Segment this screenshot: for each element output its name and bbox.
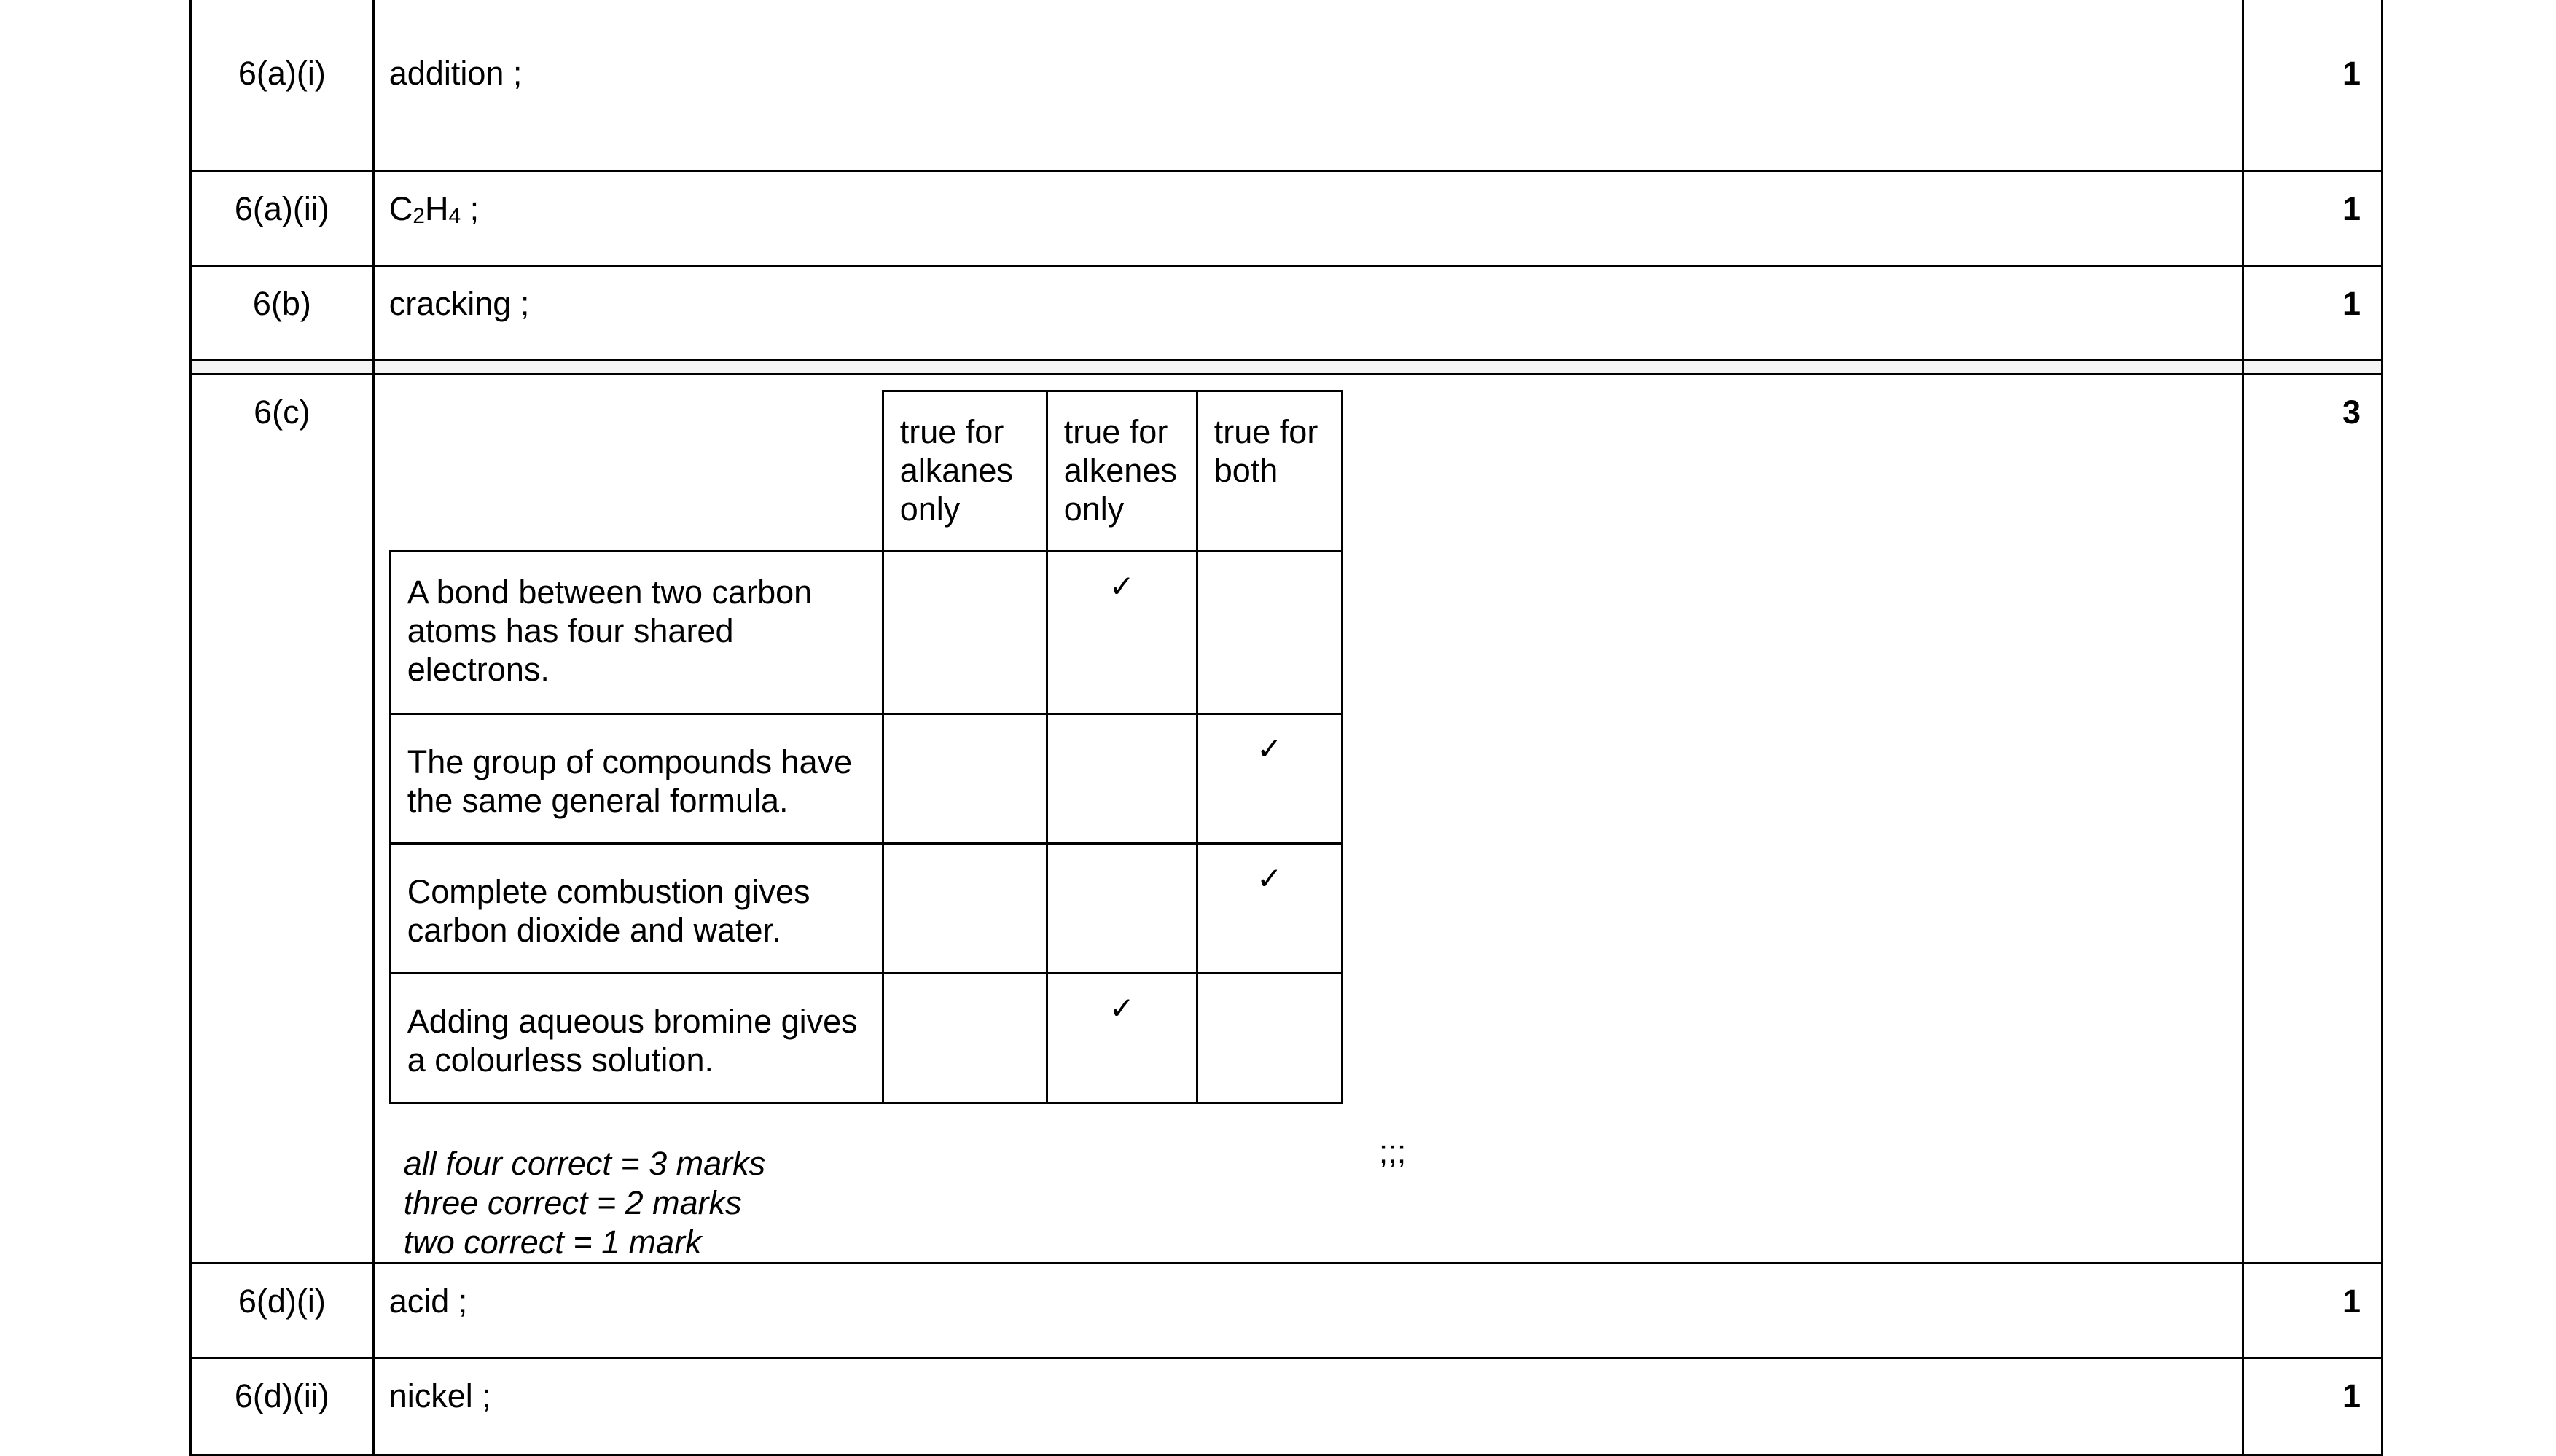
- blank-corner: [390, 391, 883, 552]
- tick-cell: [1047, 714, 1197, 844]
- tick-cell: [1197, 552, 1342, 714]
- marks-value: 1: [2243, 171, 2383, 266]
- tick-table-row: [390, 974, 1342, 1103]
- tick-table-header-row: [390, 391, 1342, 552]
- statement: Adding aqueous bromine gives a colourless solution.: [390, 974, 883, 1103]
- tick-cell: [1047, 844, 1197, 974]
- tick-cell: [883, 714, 1047, 844]
- answer-text: acid ;: [373, 1264, 2243, 1358]
- gap-cell: [373, 360, 2243, 375]
- question-number: 6(d)(i): [191, 1264, 374, 1358]
- marks-value: 1: [2243, 1358, 2383, 1455]
- table-row: [191, 0, 2383, 171]
- formula-tail: ;: [461, 190, 480, 227]
- answer-cell-6c: [373, 375, 2243, 1264]
- tick-cell: [883, 552, 1047, 714]
- tick-table-row: [390, 714, 1342, 844]
- table-row: [191, 375, 2383, 1264]
- tick-table-row: [390, 844, 1342, 974]
- tick-cell: [1197, 974, 1342, 1103]
- check-icon: ✓: [1047, 552, 1197, 714]
- marking-points: ;;;: [1378, 1133, 1407, 1170]
- tick-cell: [883, 844, 1047, 974]
- table-row: [191, 266, 2383, 360]
- question-number: 6(a)(i): [191, 0, 374, 171]
- header-alkenes-only: true for alkenes only: [1047, 391, 1197, 552]
- question-number: 6(a)(ii): [191, 171, 374, 266]
- marks-value: 1: [2243, 1264, 2383, 1358]
- table-row: [191, 171, 2383, 266]
- table-row: [191, 1358, 2383, 1455]
- tick-cell: [883, 974, 1047, 1103]
- check-icon: ✓: [1047, 974, 1197, 1103]
- tick-table-row: [390, 552, 1342, 714]
- marks-value: 3: [2243, 375, 2383, 1264]
- gap-cell: [191, 360, 374, 375]
- question-number: 6(d)(ii): [191, 1358, 374, 1455]
- answer-text: addition ;: [373, 0, 2243, 171]
- check-icon: ✓: [1197, 844, 1342, 974]
- answer-formula: [373, 171, 2243, 266]
- statement: Complete combustion gives carbon dioxide and water.: [390, 844, 883, 974]
- criterion: all four correct = 3 marks: [403, 1145, 766, 1182]
- statement: The group of compounds have the same general formula.: [390, 714, 883, 844]
- marks-value: 1: [2243, 266, 2383, 360]
- check-icon: ✓: [1197, 714, 1342, 844]
- table-gap-row: [191, 360, 2383, 375]
- marks-value: 1: [2243, 0, 2383, 171]
- statement: A bond between two carbon atoms has four shared electrons.: [390, 552, 883, 714]
- table-row: [191, 1264, 2383, 1358]
- criterion: three correct = 2 marks: [403, 1184, 742, 1221]
- formula-c: C: [388, 190, 413, 227]
- formula-c-subscript: 2: [413, 204, 425, 228]
- question-number: 6(c): [191, 375, 374, 1264]
- mark-scheme-table: [189, 0, 2383, 1456]
- formula-h: H: [424, 190, 449, 227]
- marking-criteria: [404, 1144, 2243, 1262]
- header-alkanes-only: true for alkanes only: [883, 391, 1047, 552]
- question-number: 6(b): [191, 266, 374, 360]
- answer-text: cracking ;: [373, 266, 2243, 360]
- formula-h-subscript: 4: [448, 204, 461, 228]
- criterion: two correct = 1 mark: [403, 1224, 702, 1261]
- gap-cell: [2243, 360, 2383, 375]
- tick-table: [389, 390, 1343, 1104]
- tick-table-wrap: [375, 375, 2243, 1262]
- answer-text: nickel ;: [373, 1358, 2243, 1455]
- header-both: true for both: [1197, 391, 1342, 552]
